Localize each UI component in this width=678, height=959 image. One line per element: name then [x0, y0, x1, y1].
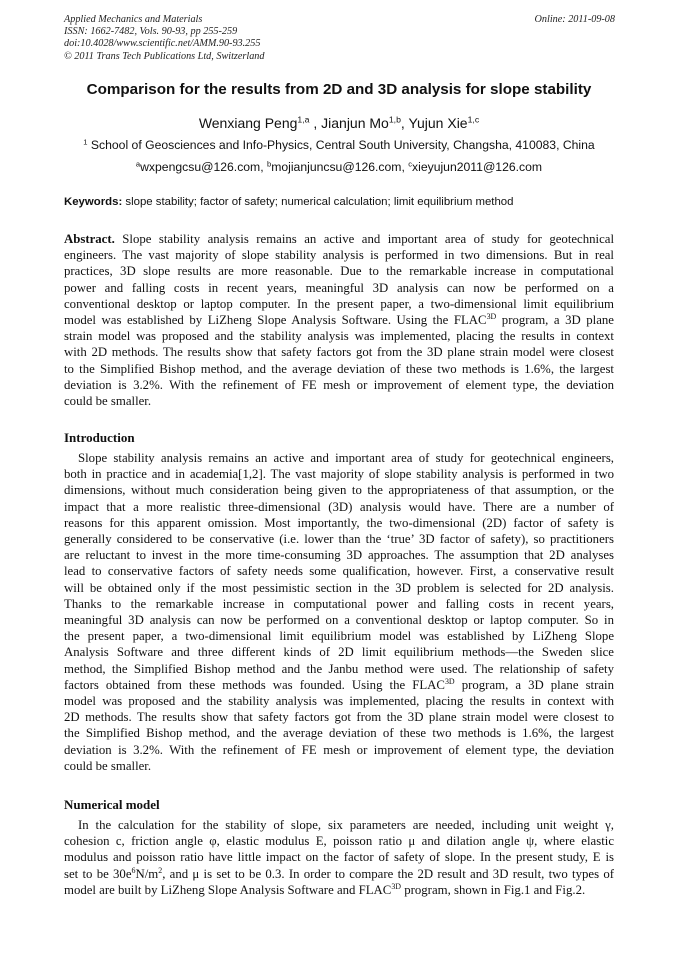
email-mark: b	[267, 159, 272, 169]
abstract-line: could be smaller.	[64, 394, 152, 409]
abstract-text: model was established by LiZheng Slope Analysis Software. Using the FLAC	[64, 313, 487, 328]
journal-header	[64, 14, 264, 63]
abstract-line	[64, 231, 614, 247]
affiliation-text: School of Geosciences and Info-Physics, Central South University, Changsha, 410083, China	[87, 138, 595, 152]
numerical-text: set to be 30e	[64, 866, 132, 881]
online-date: Online: 2011-09-08	[534, 14, 615, 25]
intro-line: method, the Simplified Bishop method and the Janbu method were used. The relationship of safety	[64, 661, 614, 676]
numerical-text: program, shown in Fig.1 and Fig.2.	[401, 882, 586, 897]
journal-issn: ISSN: 1662-7482, Vols. 90-93, pp 255-259	[64, 26, 238, 38]
numerical-line: In the calculation for the stability of slope, six parameters are needed, including unit weight γ,	[78, 818, 614, 832]
intro-line: deviation is 3.2%. With the refinement of FE mesh or improvement of element type, the deviation	[64, 742, 614, 757]
author-separator: ,	[309, 115, 322, 131]
abstract-label: Abstract.	[64, 232, 115, 246]
author-separator: ,	[400, 115, 409, 131]
abstract-text: Slope stability analysis remains an active and important area of study for geotechnical	[114, 232, 614, 246]
numerical-line: modulus and poisson ratio have little impact on the factor of safety of slope. In the present study, E is	[64, 850, 614, 865]
email-link[interactable]: xieyujun2011@126.com	[412, 160, 543, 174]
abstract-line	[64, 312, 614, 328]
author-emails	[0, 159, 678, 175]
email-mark: a	[135, 159, 141, 169]
affiliation-mark: 1	[83, 137, 88, 147]
abstract	[64, 231, 614, 409]
author-name: Jianjun Mo	[321, 115, 389, 131]
abstract-line: practices, 3D slope results are more reasonable. Due to the remarkable increase in computational	[64, 264, 614, 279]
author-affiliation-mark: 1,a	[297, 114, 310, 125]
intro-line	[64, 677, 614, 693]
intro-line: will be obtained only if the most pessimistic section in the 3D problem is selected for 2D analysis.	[64, 580, 614, 595]
keywords-label: Keywords:	[64, 196, 123, 208]
intro-line: are reluctant to invest in the more time-consuming 3D approaches. The assumption that 2D analyses	[64, 548, 614, 563]
intro-text: program, a 3D plane strain	[454, 677, 614, 692]
intro-line: model was proposed and the stability analysis was implemented, placing the results in context with	[64, 694, 614, 709]
abstract-line: engineers. The vast majority of slope stability analysis is performed in two dimensions. But in real	[64, 248, 614, 263]
author-name: Yujun Xie	[408, 115, 468, 131]
intro-line: Slope stability analysis remains an active and important area of study for geotechnical engineers,	[78, 451, 614, 465]
journal-doi: doi:10.4028/www.scientific.net/AMM.90-93.255	[64, 38, 261, 50]
numerical-text: , and μ is set to be 0.3. In order to compare the 2D result and 3D result, two types of	[162, 866, 614, 881]
journal-copyright: © 2011 Trans Tech Publications Ltd, Switzerland	[64, 50, 265, 62]
exponent-superscript: 6	[131, 865, 136, 875]
intro-line: lead to conservative factors of safety needs some qualification, however. First, a conservative result	[64, 564, 614, 579]
numerical-line: cohesion c, friction angle φ, elastic modulus E, poisson ratio μ and dilation angle ψ, where elastic	[64, 834, 614, 849]
intro-line: generally considered to be conservative (i.e. lower than the ‘true’ 3D factor of safety), so practitioners	[64, 532, 614, 547]
intro-text: factors obtained from these methods was founded. Using the FLAC	[64, 677, 445, 692]
affiliation	[0, 137, 678, 153]
intro-line: reasons for this apparent omission. Most importantly, the two-dimensional (2D) factor of safety is	[64, 515, 614, 530]
flac-superscript: 3D	[391, 881, 402, 891]
abstract-line: to the Simplified Bishop method, and the average deviation of these two methods is 1.6%, the largest	[64, 361, 614, 376]
numerical-model-paragraph	[64, 817, 614, 898]
intro-line: dimensions, without much consideration being given to the appropriateness of that assumption, or the	[64, 483, 614, 498]
email-link[interactable]: wxpengcsu@126.com,	[140, 160, 267, 174]
email-mark: c	[408, 159, 413, 169]
numerical-text: model are built by LiZheng Slope Analysis Software and FLAC	[64, 882, 392, 897]
paper-title: Comparison for the results from 2D and 3D analysis for slope stability	[86, 81, 592, 98]
author-affiliation-mark: 1,c	[467, 114, 480, 125]
abstract-line: power and falling costs in recent years, meaningful 3D analysis can now be performed on a	[64, 280, 614, 295]
intro-line: impact that a more realistic three-dimensional (3D) analysis would have. There are a number of	[64, 499, 614, 514]
section-heading-introduction: Introduction	[64, 430, 135, 445]
intro-line: the present paper, a two-dimensional limit equilibrium model was established by LiZheng Slope	[64, 629, 614, 644]
intro-line: 2D methods. The results show that safety factors got from the 3D plane strain model were closest to	[64, 710, 614, 725]
numerical-line	[64, 882, 614, 898]
intro-line: the Simplified Bishop method, and the average deviation of these two methods is 1.6%, the largest	[64, 726, 614, 741]
exponent-superscript: 2	[158, 865, 163, 875]
abstract-line: with 2D methods. The results show that safety factors got from the 3D plane strain model were closest	[64, 345, 614, 360]
email-link[interactable]: mojianjuncsu@126.com,	[271, 160, 409, 174]
author-list	[0, 114, 678, 132]
keywords	[64, 195, 616, 210]
intro-line: meaningful 3D analysis can now be performed on a conventional desktop or laptop computer. So in	[64, 613, 614, 628]
author-affiliation-mark: 1,b	[388, 114, 401, 125]
flac-superscript: 3D	[444, 676, 455, 686]
abstract-line: strain model was proposed and the stability analysis was implemented, placing the results in context	[64, 329, 614, 344]
intro-line: could be smaller.	[64, 758, 152, 773]
keywords-text: slope stability; factor of safety; numerical calculation; limit equilibrium method	[122, 196, 514, 208]
introduction-paragraph	[64, 450, 614, 774]
intro-line: Analysis Software and three different kinds of 2D limit equilibrium methods—the Sweden slice	[64, 645, 614, 660]
abstract-line: conventional desktop or laptop computer. In the present paper, a two-dimensional limit equilibrium	[64, 296, 614, 311]
flac-superscript: 3D	[486, 312, 497, 322]
abstract-line: deviation is 3.2%. With the refinement of FE mesh or improvement of element type, the deviation	[64, 377, 614, 392]
abstract-text: program, a 3D plane	[496, 313, 614, 328]
section-heading-numerical-model: Numerical model	[64, 797, 160, 812]
author-name: Wenxiang Peng	[198, 115, 298, 131]
intro-line: both in practice and in academia[1,2]. The vast majority of slope stability analysis is performed in two	[64, 467, 614, 482]
numerical-text: N/m	[135, 866, 159, 881]
intro-line: Thanks to the remarkable increase in computational power and falling costs in recent years,	[64, 596, 614, 611]
numerical-line	[64, 866, 614, 882]
journal-name: Applied Mechanics and Materials	[64, 14, 203, 25]
